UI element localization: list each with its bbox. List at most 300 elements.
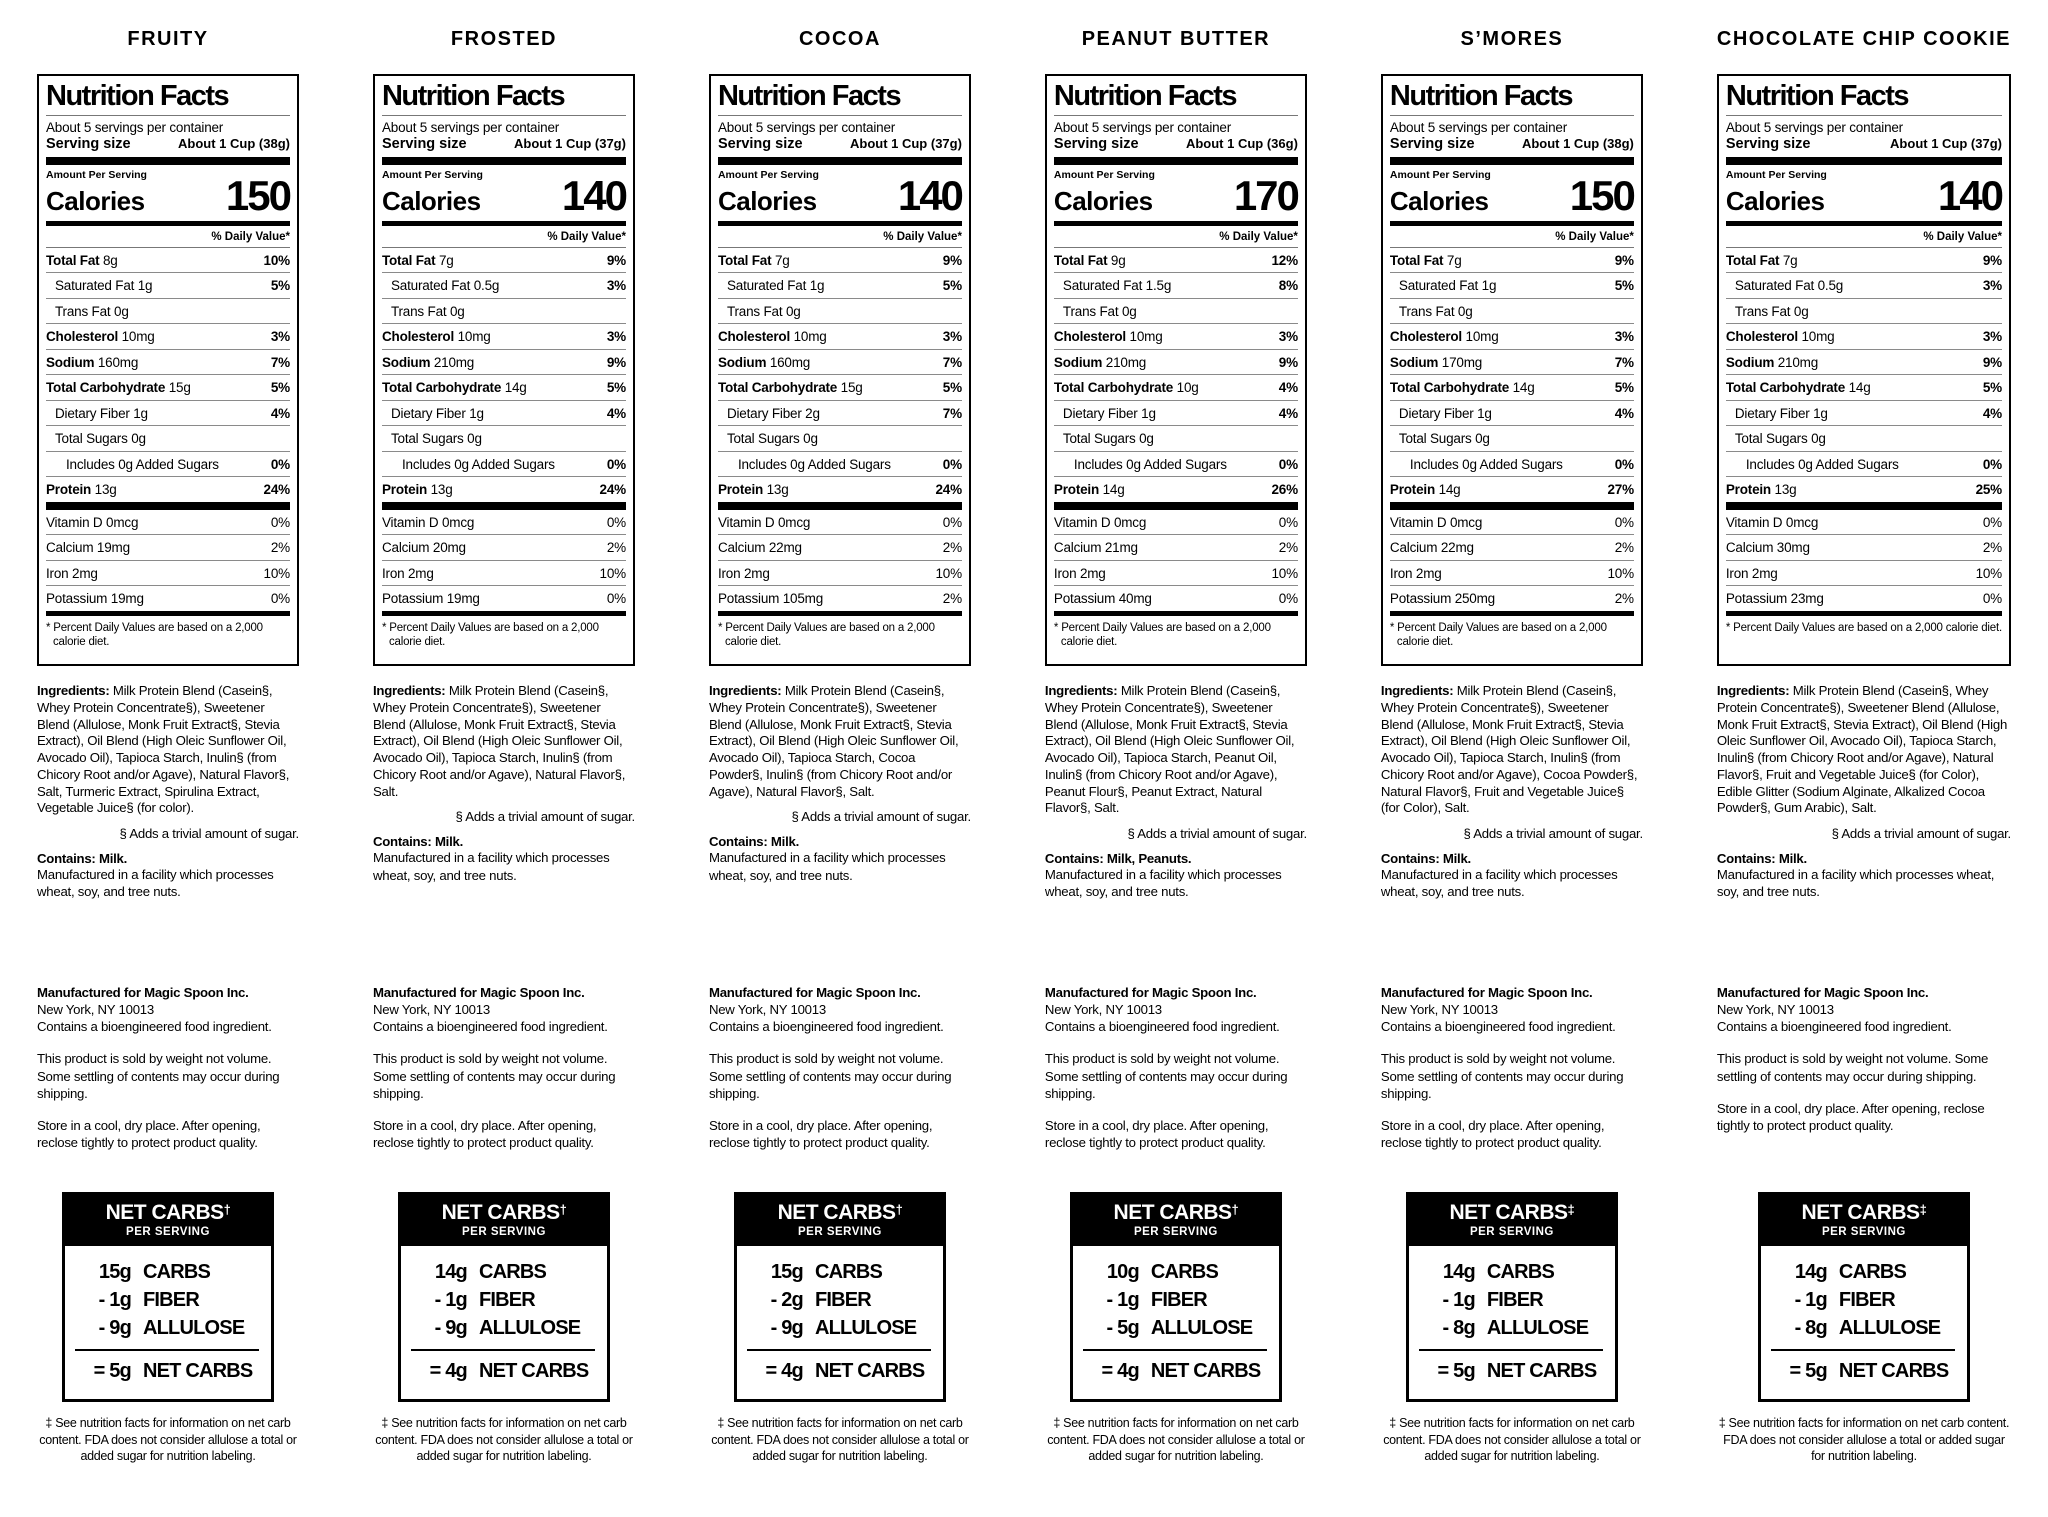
daily-value-percent: 9% [1982,354,2002,370]
nutrient-row [1726,350,2002,376]
daily-value-percent: 0% [1614,514,1634,530]
net-carbs-dagger: † [559,1202,567,1217]
nutrient-name: Saturated Fat 1g [1398,278,1497,294]
nutrient-name: Total Fat 7g [381,252,454,268]
net-carbs-dagger: ‡ [1567,1202,1575,1217]
net-carb-footnote: ‡ See nutrition facts for information on net carb content. FDA does not consider allulose a total or added sugar for nutrition labeling. [375,1416,633,1463]
weight-note: This product is sold by weight not volume. Some settling of contents may occur during shipping. [37,1051,280,1101]
nutrient-name: Sodium 170mg [1389,354,1483,370]
nutrient-name: Saturated Fat 0.5g [1734,278,1844,294]
nutrient-name: Includes 0g Added Sugars [737,456,891,472]
daily-value-header: % Daily Value* [718,226,962,248]
contains-text: Contains: Milk. [1716,851,1807,867]
nutrient-row [1390,477,1634,502]
ingredients-text [373,683,635,800]
nutrient-row [1390,452,1634,478]
serving-size-label: Serving size [1725,135,1811,152]
nutrient-name: Cholesterol 10mg [1725,329,1835,345]
net-carbs-label: NET CARBS [1838,1360,1949,1382]
nutrient-name: Total Carbohydrate 10g [1053,380,1199,396]
nutrient-name: Sodium 210mg [1725,354,1819,370]
daily-value-percent: 3% [270,329,290,345]
vitamin-row [718,586,962,611]
manufacturer-block [1717,984,2011,1192]
vitamin-row [382,586,626,611]
net-carbs-row [747,1286,931,1314]
daily-value-percent: 2% [1982,540,2002,556]
nutrient-name: Trans Fat 0g [390,303,465,319]
nutrient-name: Vitamin D 0mcg [46,514,139,530]
nutrition-facts-box [373,74,635,666]
nutrient-name: Dietary Fiber 1g [55,405,148,421]
ingredients-text [1381,683,1643,817]
daily-value-percent: 25% [1975,482,2002,498]
net-carbs-label: FIBER [814,1289,871,1311]
nutrient-row [718,299,962,325]
calories-value: 150 [225,171,290,219]
net-carbs-title-text: NET CARBS [1449,1201,1568,1224]
nutrient-row [46,375,290,401]
manufactured-for: Manufactured for Magic Spoon Inc. [708,985,921,1000]
servings-per-container: About 5 servings per container [381,119,560,135]
nutrient-name: Cholesterol 10mg [46,329,155,345]
nutrient-name: Vitamin D 0mcg [1725,514,1819,530]
sugar-footnote: § Adds a trivial amount of sugar. [791,809,971,825]
daily-value-percent: 5% [1982,380,2002,396]
flavor-column [0,28,336,1465]
net-carbs-value: - 1g [1106,1289,1139,1311]
net-carb-footnote: ‡ See nutrition facts for information on net carb content. FDA does not consider allulose a total or added sugar for nutrition labeling. [1047,1416,1305,1463]
net-carbs-row [1083,1314,1267,1342]
daily-value-percent: 0% [1278,514,1298,530]
divider-thick [46,157,290,165]
net-carbs-header [1761,1195,1967,1246]
net-carbs-label: CARBS [1838,1261,1907,1283]
contains-text: Contains: Milk. [37,851,128,867]
nutrient-row [1390,426,1634,452]
nutrient-name: Trans Fat 0g [1062,303,1137,319]
nutrient-rows [1726,248,2002,502]
net-carbs-row [1083,1286,1267,1314]
nutrition-facts-box [37,74,299,666]
storage-note: Store in a cool, dry place. After opening, reclose tightly to protect product quality. [1044,1117,1269,1151]
nutrition-facts-title: Nutrition Facts [382,81,626,116]
nutrition-facts-title: Nutrition Facts [1726,81,2002,116]
net-carbs-title [1411,1202,1613,1223]
nutrient-name: Sodium 160mg [717,354,811,370]
nutrient-row [382,273,626,299]
sugar-footnote: § Adds a trivial amount of sugar. [1127,826,1307,842]
sugar-footnote: § Adds a trivial amount of sugar. [119,826,299,842]
nutrient-row [718,324,962,350]
daily-value-percent: 4% [606,405,626,421]
serving-size-label: Serving size [717,135,803,152]
daily-value-percent: 9% [942,252,962,268]
ingredients-block [37,666,299,984]
nutrient-row [1726,273,2002,299]
vitamin-rows [1390,510,1634,611]
manufactured-for: Manufactured for Magic Spoon Inc. [372,985,585,1000]
net-carbs-row [75,1286,259,1314]
ingredients-label: Ingredients: [1044,683,1118,698]
daily-value-footnote: * Percent Daily Values are based on a 2,000 calorie diet. [1725,621,2002,634]
daily-value-percent: 5% [1614,278,1634,294]
vitamin-row [46,535,290,561]
net-carbs-value: - 1g [98,1289,131,1311]
net-carbs-divider [411,1349,595,1351]
nutrient-name: Potassium 19mg [381,591,480,607]
nutrient-name: Saturated Fat 1g [55,278,153,294]
daily-value-percent: 0% [270,456,290,472]
calories-value: 170 [1233,171,1298,219]
net-carbs-body [1073,1246,1279,1399]
daily-value-header: % Daily Value* [46,226,290,248]
net-carbs-header [65,1195,271,1246]
nutrient-name: Total Carbohydrate 14g [1389,380,1535,396]
nutrient-name: Potassium 19mg [46,591,144,607]
net-carbs-body [65,1246,271,1399]
daily-value-percent: 0% [606,456,626,472]
amount-per-serving-label: Amount Per Serving [1389,168,1491,181]
ingredients-text [709,683,971,800]
nutrient-name: Total Sugars 0g [726,431,818,447]
weight-note: This product is sold by weight not volume. Some settling of contents may occur during shipping. [1044,1051,1288,1101]
nutrient-name: Includes 0g Added Sugars [401,456,555,472]
sugar-footnote: § Adds a trivial amount of sugar. [1831,826,2011,842]
net-carbs-total-row [411,1357,595,1385]
nutrient-row [718,426,962,452]
nutrient-name: Saturated Fat 1.5g [1062,278,1172,294]
net-carb-footnote: ‡ See nutrition facts for information on net carb content. FDA does not consider allulose a total or added sugar for nutrition labeling. [1383,1416,1641,1463]
calories-value: 140 [897,171,962,219]
vitamin-rows [382,510,626,611]
nutrient-name: Total Fat 7g [1389,252,1462,268]
daily-value-percent: 0% [942,456,962,472]
nutrient-name: Potassium 105mg [717,591,824,607]
net-carbs-label: NET CARBS [142,1360,253,1382]
net-carbs-body [737,1246,943,1399]
net-carbs-value: - 9g [98,1317,131,1339]
nutrient-name: Calcium 20mg [381,540,466,556]
nutrient-name: Saturated Fat 0.5g [390,278,500,294]
nutrient-name: Iron 2mg [1053,565,1106,581]
calories-label: Calories [717,185,817,216]
manufactured-for: Manufactured for Magic Spoon Inc. [1380,985,1593,1000]
per-serving-label: PER SERVING [797,1226,882,1238]
daily-value-percent: 0% [1614,456,1634,472]
vitamin-row [1054,561,1298,587]
ingredients-label: Ingredients: [372,683,446,698]
nutrient-name: Trans Fat 0g [1734,303,1809,319]
net-carbs-total-row [1083,1357,1267,1385]
divider-thick [382,157,626,165]
calories-value: 140 [1937,171,2002,219]
serving-size-label: Serving size [381,135,467,152]
nutrient-name: Protein 14g [1389,482,1461,498]
net-carbs-label: ALLULOSE [1150,1317,1253,1339]
net-carb-footnote: ‡ See nutrition facts for information on net carb content. FDA does not consider allulose a total or added sugar for nutrition labeling. [711,1416,969,1463]
vitamin-row [1390,535,1634,561]
nutrient-row [1390,324,1634,350]
servings-per-container: About 5 servings per container [1389,119,1568,135]
vitamin-row [718,561,962,587]
nutrient-name: Calcium 22mg [1389,540,1474,556]
daily-value-percent: 3% [1278,329,1298,345]
nutrient-row [382,426,626,452]
nutrient-row [46,452,290,478]
divider-thick [1726,502,2002,510]
nutrient-row [1054,273,1298,299]
net-carbs-total-row [1419,1357,1603,1385]
vitamin-row [1390,561,1634,587]
net-carbs-label: NET CARBS [1150,1360,1261,1382]
net-carbs-title-text: NET CARBS [1801,1201,1920,1224]
vitamin-rows [718,510,962,611]
flavor-column [1680,28,2048,1465]
vitamin-row [1390,586,1634,611]
net-carbs-label: FIBER [1838,1289,1895,1311]
net-carbs-label: FIBER [478,1289,535,1311]
ingredients-block [1045,666,1307,984]
daily-value-percent: 4% [1614,405,1634,421]
weight-note: This product is sold by weight not volume. Some settling of contents may occur during shipping. [708,1051,952,1101]
ingredients-value: Milk Protein Blend (Casein§, Whey Protein Concentrate§), Sweetener Blend (Allulose, Monk Fruit Extract§, Stevia Extract), Oil Blend (High Oleic Sunflower Oil, Avocado Oil), Tapioca Starch, Inulin§ (from Chicory Root and/or Agave), Natural Flavor§, Fruit and Vegetable Juice§ (for Color), Edible Glitter (Sodium Alginate, Alkalized Cocoa Powder§, Gum Arabic), Salt. [1716,683,2008,816]
nutrient-name: Calcium 22mg [717,540,802,556]
nutrient-name: Cholesterol 10mg [717,329,827,345]
net-carbs-label: ALLULOSE [478,1317,581,1339]
daily-value-percent: 3% [606,278,626,294]
daily-value-percent: 10% [599,565,626,581]
nutrition-facts-box [709,74,971,666]
storage-note: Store in a cool, dry place. After opening, reclose tightly to protect product quality. [1380,1117,1605,1151]
nutrient-name: Dietary Fiber 1g [390,405,484,421]
daily-value-percent: 12% [1271,252,1298,268]
weight-note: This product is sold by weight not volume. Some settling of contents may occur during shipping. [1380,1051,1624,1101]
daily-value-percent: 10% [935,565,962,581]
facility-note: Manufactured in a facility which processes wheat, soy, and tree nuts. [372,850,610,883]
nutrient-name: Calcium 19mg [46,540,130,556]
storage-note: Store in a cool, dry place. After opening, reclose tightly to protect product quality. [372,1117,597,1151]
manufacturer-block [1381,984,1643,1192]
divider-thick [46,502,290,510]
serving-size-value: About 1 Cup (38g) [178,135,290,151]
facility-note: Manufactured in a facility which processes wheat, soy, and tree nuts. [1044,867,1282,900]
nutrient-name: Sodium 210mg [381,354,475,370]
net-carbs-label: CARBS [142,1261,211,1283]
contains-text: Contains: Milk. [372,834,463,850]
serving-size-value: About 1 Cup (36g) [1185,135,1298,151]
nutrient-row [1390,401,1634,427]
daily-value-percent: 2% [1614,540,1634,556]
daily-value-percent: 0% [1278,591,1298,607]
nutrient-row [382,324,626,350]
daily-value-percent: 3% [1982,278,2002,294]
nutrient-name: Protein 14g [1053,482,1125,498]
weight-note: This product is sold by weight not volume. Some settling of contents may occur during shipping. [1716,1051,1989,1084]
nutrient-row [382,401,626,427]
nutrient-name: Dietary Fiber 1g [1734,405,1828,421]
ingredients-block [1381,666,1643,984]
manufacturer-address: New York, NY 10013 [708,1002,826,1018]
net-carbs-body [1761,1246,1967,1399]
net-carbs-value: 15g [98,1261,131,1283]
daily-value-footnote: * Percent Daily Values are based on a 2,000 calorie diet. [381,621,599,649]
nutrient-row [718,452,962,478]
daily-value-header: % Daily Value* [1054,226,1298,248]
contains-text: Contains: Milk, Peanuts. [1044,851,1192,867]
ingredients-label: Ingredients: [1716,683,1790,698]
daily-value-percent: 10% [263,252,290,268]
daily-value-percent: 8% [1278,278,1298,294]
net-carbs-label: FIBER [1150,1289,1207,1311]
daily-value-percent: 24% [263,482,290,498]
net-carbs-value: - 1g [1794,1289,1827,1311]
nutrient-row [1726,299,2002,325]
daily-value-percent: 2% [270,540,290,556]
divider-thick [718,157,962,165]
divider-thick [1390,157,1634,165]
nutrient-name: Iron 2mg [1725,565,1778,581]
net-carbs-total-row [1771,1357,1955,1385]
daily-value-percent: 9% [606,354,626,370]
daily-value-percent: 7% [1614,354,1634,370]
net-carbs-header [401,1195,607,1246]
net-carbs-box [1406,1192,1618,1402]
bioengineered-note: Contains a bioengineered food ingredient. [372,1019,608,1035]
daily-value-percent: 2% [606,540,626,556]
manufacturer-block [37,984,299,1192]
net-carbs-title-text: NET CARBS [1113,1201,1232,1224]
nutrient-name: Includes 0g Added Sugars [1073,456,1227,472]
daily-value-percent: 2% [942,540,962,556]
daily-value-header: % Daily Value* [1726,226,2002,248]
serving-size-row [1054,136,1298,157]
net-carb-footnote: ‡ See nutrition facts for information on net carb content. FDA does not consider allulose a total or added sugar for nutrition labeling. [39,1416,297,1463]
serving-size-row [46,136,290,157]
nutrient-name: Total Carbohydrate 15g [717,380,863,396]
nutrient-row [1726,375,2002,401]
net-carbs-row [411,1286,595,1314]
daily-value-percent: 5% [270,278,290,294]
net-carbs-title [1075,1202,1277,1223]
nutrition-facts-title: Nutrition Facts [1054,81,1298,116]
manufacturer-address: New York, NY 10013 [372,1002,490,1018]
net-carbs-box [62,1192,274,1402]
nutrient-name: Total Fat 8g [46,252,118,268]
nutrient-name: Total Sugars 0g [1734,431,1826,447]
per-serving-label: PER SERVING [1133,1226,1218,1238]
nutrient-name: Protein 13g [381,482,453,498]
nutrient-name: Calcium 21mg [1053,540,1138,556]
daily-value-percent: 3% [606,329,626,345]
daily-value-percent: 0% [270,591,290,607]
net-carbs-total-row [75,1357,259,1385]
divider-thick [1390,502,1634,510]
daily-value-percent: 0% [1982,456,2002,472]
ingredients-text [1045,683,1307,817]
vitamin-row [46,586,290,611]
net-carbs-title-text: NET CARBS [777,1201,896,1224]
daily-value-percent: 3% [1982,329,2002,345]
flavor-title: PEANUT BUTTER [1081,28,1271,50]
servings-per-container: About 5 servings per container [46,119,224,135]
flavor-column [1344,28,1680,1465]
daily-value-percent: 5% [1614,380,1634,396]
nutrient-name: Iron 2mg [717,565,770,581]
amount-per-serving-label: Amount Per Serving [1053,168,1155,181]
flavor-title: FROSTED [450,28,557,50]
servings-per-container: About 5 servings per container [1053,119,1232,135]
serving-size-label: Serving size [1053,135,1139,152]
nutrient-row [1054,401,1298,427]
nutrient-row [718,401,962,427]
nutrient-name: Calcium 30mg [1725,540,1810,556]
flavor-column [1008,28,1344,1465]
daily-value-percent: 0% [270,514,290,530]
net-carbs-label: ALLULOSE [1486,1317,1589,1339]
net-carbs-value: = 4g [1101,1360,1139,1382]
vitamin-row [382,535,626,561]
nutrition-facts-box [1045,74,1307,666]
flavor-title: S’MORES [1460,28,1564,50]
daily-value-percent: 0% [1982,514,2002,530]
net-carbs-label: ALLULOSE [142,1317,245,1339]
flavor-title: COCOA [798,28,881,50]
nutrient-name: Protein 13g [46,482,117,498]
net-carbs-title [67,1202,269,1223]
serving-size-label: Serving size [1389,135,1475,152]
daily-value-header: % Daily Value* [382,226,626,248]
vitamin-row [1726,561,2002,587]
nutrient-row [1390,299,1634,325]
vitamin-rows [1726,510,2002,611]
nutrient-row [46,273,290,299]
nutrient-row [382,452,626,478]
daily-value-footnote: * Percent Daily Values are based on a 2,000 calorie diet. [717,621,935,649]
nutrient-name: Vitamin D 0mcg [1053,514,1147,530]
net-carbs-header [1073,1195,1279,1246]
manufacturer-address: New York, NY 10013 [1380,1002,1498,1018]
calories-label: Calories [1389,185,1489,216]
nutrient-row [1726,477,2002,502]
net-carbs-value: - 2g [770,1289,803,1311]
nutrient-row [1726,426,2002,452]
nutrient-name: Vitamin D 0mcg [717,514,811,530]
serving-size-value: About 1 Cup (37g) [514,135,626,151]
bioengineered-note: Contains a bioengineered food ingredient. [1044,1019,1280,1035]
vitamin-row [46,510,290,536]
manufactured-for: Manufactured for Magic Spoon Inc. [1044,985,1257,1000]
serving-size-row [1726,136,2002,157]
nutrient-name: Saturated Fat 1g [726,278,825,294]
serving-size-value: About 1 Cup (37g) [849,135,962,151]
ingredients-value: Milk Protein Blend (Casein§, Whey Protein Concentrate§), Sweetener Blend (Allulose, Monk Fruit Extract§, Stevia Extract), Oil Blend (High Oleic Sunflower Oil, Avocado Oil), Tapioca Starch, Peanut Oil, Inulin§ (from Chicory Root and/or Agave), Peanut Flour§, Peanut Extract, Natural Flavor§, Salt. [1044,683,1295,816]
divider-thick [382,502,626,510]
facility-note: Manufactured in a facility which processes wheat, soy, and tree nuts. [37,867,274,900]
nutrient-name: Iron 2mg [1389,565,1442,581]
net-carbs-row [75,1314,259,1342]
net-carbs-value: - 9g [434,1317,467,1339]
net-carbs-row [411,1258,595,1286]
ingredients-label: Ingredients: [37,683,110,698]
sugar-footnote: § Adds a trivial amount of sugar. [455,809,635,825]
net-carbs-label: NET CARBS [814,1360,925,1382]
nutrient-row [1054,299,1298,325]
nutrient-name: Trans Fat 0g [726,303,801,319]
facility-note: Manufactured in a facility which processes wheat, soy, and tree nuts. [708,850,946,883]
nutrient-name: Trans Fat 0g [1398,303,1473,319]
net-carbs-value: = 5g [1789,1360,1827,1382]
